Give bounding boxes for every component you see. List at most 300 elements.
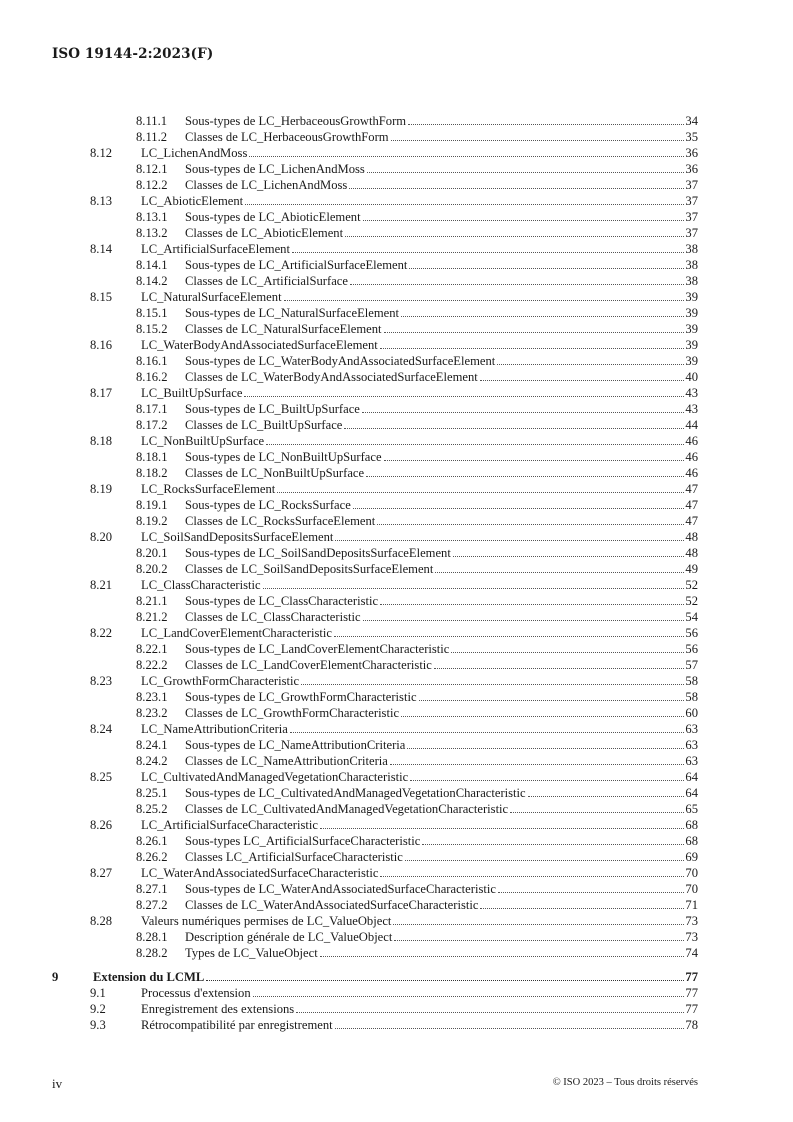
- toc-dot-leader: [407, 748, 684, 749]
- toc-entry-title[interactable]: Classes de LC_SoilSandDepositsSurfaceElement: [185, 562, 434, 576]
- toc-entry-title[interactable]: LC_CultivatedAndManagedVegetationCharacteristic: [141, 770, 409, 784]
- toc-entry-title[interactable]: Sous-types de LC_ClassCharacteristic: [185, 594, 379, 608]
- toc-entry-title[interactable]: Sous-types de LC_LandCoverElementCharacteristic: [185, 642, 450, 656]
- toc-entry-page[interactable]: 46: [685, 450, 698, 464]
- toc-entry[interactable]: [52, 112, 698, 128]
- toc-entry-number: 8.16.1: [136, 354, 168, 368]
- toc-dot-leader: [290, 732, 685, 733]
- toc-entry-number: 8.20.1: [136, 546, 168, 560]
- toc-dot-leader: [320, 828, 684, 829]
- toc-entry-title[interactable]: Types de LC_ValueObject: [185, 946, 318, 960]
- toc-entry[interactable]: [52, 352, 698, 368]
- toc-entry-line: [185, 802, 698, 816]
- toc-entry-title[interactable]: Sous-types de LC_GrowthFormCharacteristic: [185, 690, 417, 704]
- toc-entry[interactable]: [52, 320, 698, 336]
- toc-dot-leader: [390, 764, 685, 765]
- toc-entry[interactable]: [52, 336, 698, 352]
- toc-entry-line: [185, 754, 698, 768]
- toc-dot-leader: [409, 268, 684, 269]
- toc-dot-leader: [480, 908, 684, 909]
- toc-dot-leader: [335, 1028, 685, 1029]
- toc-entry-page[interactable]: 35: [685, 130, 698, 144]
- toc-entry-title[interactable]: LC_GrowthFormCharacteristic: [141, 674, 300, 688]
- toc-entry-line: [185, 850, 698, 864]
- toc-entry-title[interactable]: LC_RocksSurfaceElement: [141, 482, 276, 496]
- toc-entry-page[interactable]: 77: [685, 970, 698, 984]
- toc-entry[interactable]: [52, 432, 698, 448]
- toc-entry-title[interactable]: Sous-types de LC_WaterAndAssociatedSurfaceCharacteristic: [185, 882, 496, 896]
- toc-entry-number: 8.11.1: [136, 114, 168, 128]
- toc-entry-line: [185, 370, 698, 384]
- toc-dot-leader: [380, 604, 684, 605]
- toc-dot-leader: [245, 204, 684, 205]
- toc-entry[interactable]: [52, 448, 698, 464]
- toc-entry-title[interactable]: LC_AbioticElement: [141, 194, 244, 208]
- toc-entry-line: [185, 466, 698, 480]
- toc-entry[interactable]: [52, 416, 698, 432]
- toc-entry-number: 8.12: [90, 146, 113, 160]
- toc-entry-number: 9.2: [90, 1002, 106, 1016]
- toc-entry[interactable]: [52, 752, 698, 768]
- toc-entry-title[interactable]: LC_WaterAndAssociatedSurfaceCharacteristic: [141, 866, 379, 880]
- toc-entry-title[interactable]: Classes de LC_ClassCharacteristic: [185, 610, 361, 624]
- toc-entry-line: [185, 130, 698, 144]
- toc-entry-line: [93, 970, 698, 984]
- toc-entry-line: [185, 786, 698, 800]
- toc-entry-page[interactable]: 38: [685, 274, 698, 288]
- toc-entry[interactable]: [52, 272, 698, 288]
- toc-entry-page[interactable]: 74: [685, 946, 698, 960]
- toc-entry-line: [141, 338, 698, 352]
- table-of-contents: [52, 112, 698, 1032]
- toc-entry-page[interactable]: 39: [685, 290, 698, 304]
- toc-entry-title[interactable]: Valeurs numériques permises de LC_ValueObject: [141, 914, 392, 928]
- toc-entry[interactable]: [52, 800, 698, 816]
- toc-entry-page[interactable]: 46: [685, 466, 698, 480]
- toc-entry-number: 8.22.1: [136, 642, 168, 656]
- toc-dot-leader: [391, 140, 685, 141]
- toc-entry-line: [141, 722, 698, 736]
- toc-entry-page[interactable]: 63: [685, 754, 698, 768]
- toc-entry[interactable]: [52, 288, 698, 304]
- toc-entry-line: [141, 626, 698, 640]
- toc-dot-leader: [335, 540, 684, 541]
- toc-entry-page[interactable]: 73: [685, 914, 698, 928]
- toc-entry[interactable]: [52, 672, 698, 688]
- toc-entry[interactable]: [52, 896, 698, 912]
- toc-dot-leader: [480, 380, 685, 381]
- toc-entry-page[interactable]: 36: [685, 146, 698, 160]
- toc-entry-number: 8.25: [90, 770, 113, 784]
- toc-entry-number: 8.23.2: [136, 706, 168, 720]
- toc-entry[interactable]: [52, 496, 698, 512]
- toc-entry-title[interactable]: Classes de LC_CultivatedAndManagedVegetationCharacteristic: [185, 802, 509, 816]
- toc-entry[interactable]: [52, 768, 698, 784]
- toc-dot-leader: [244, 396, 684, 397]
- toc-entry-number: 8.22.2: [136, 658, 168, 672]
- toc-entry-title[interactable]: Classes de LC_NaturalSurfaceElement: [185, 322, 382, 336]
- toc-dot-leader: [394, 940, 684, 941]
- toc-entry-page[interactable]: 43: [685, 386, 698, 400]
- toc-entry-title[interactable]: Classes de LC_WaterBodyAndAssociatedSurfaceElement: [185, 370, 478, 384]
- toc-entry-number: 8.21.2: [136, 610, 168, 624]
- toc-entry-page[interactable]: 38: [685, 258, 698, 272]
- toc-entry-title[interactable]: LC_WaterBodyAndAssociatedSurfaceElement: [141, 338, 378, 352]
- toc-dot-leader: [277, 492, 684, 493]
- toc-entry-line: [185, 882, 698, 896]
- toc-dot-leader: [451, 652, 684, 653]
- toc-entry[interactable]: [52, 640, 698, 656]
- toc-entry-title[interactable]: Enregistrement des extensions: [141, 1002, 295, 1016]
- toc-entry-page[interactable]: 78: [685, 1018, 698, 1032]
- toc-entry-page[interactable]: 63: [685, 738, 698, 752]
- toc-entry-number: 8.14.1: [136, 258, 168, 272]
- toc-entry-title[interactable]: Sous-types de LC_NaturalSurfaceElement: [185, 306, 400, 320]
- toc-entry[interactable]: [52, 208, 698, 224]
- toc-dot-leader: [320, 956, 685, 957]
- toc-entry-title[interactable]: Sous-types de LC_NonBuiltUpSurface: [185, 450, 382, 464]
- toc-entry-line: [185, 450, 698, 464]
- toc-entry-number: 8.21: [90, 578, 113, 592]
- toc-dot-leader: [408, 124, 684, 125]
- toc-entry-number: 8.23.1: [136, 690, 168, 704]
- toc-dot-leader: [206, 980, 684, 981]
- toc-entry-page[interactable]: 48: [685, 530, 698, 544]
- toc-dot-leader: [366, 476, 684, 477]
- toc-entry-page[interactable]: 36: [685, 162, 698, 176]
- toc-entry-title[interactable]: LC_SoilSandDepositsSurfaceElement: [141, 530, 334, 544]
- toc-entry-page[interactable]: 49: [685, 562, 698, 576]
- toc-entry-title[interactable]: Classes de LC_LandCoverElementCharacteristic: [185, 658, 432, 672]
- toc-section-gap: [52, 960, 698, 968]
- toc-dot-leader: [384, 460, 685, 461]
- toc-entry-number: 8.12.1: [136, 162, 168, 176]
- toc-entry-line: [185, 562, 698, 576]
- toc-entry-title[interactable]: Classes de LC_HerbaceousGrowthForm: [185, 130, 389, 144]
- toc-entry-page[interactable]: 44: [685, 418, 698, 432]
- toc-entry[interactable]: [52, 1000, 698, 1016]
- toc-entry-number: 8.18.1: [136, 450, 168, 464]
- toc-entry-title[interactable]: LC_NonBuiltUpSurface: [141, 434, 265, 448]
- toc-entry-line: [185, 930, 698, 944]
- toc-entry[interactable]: [52, 968, 698, 984]
- toc-entry-line: [185, 706, 698, 720]
- toc-dot-leader: [334, 636, 684, 637]
- toc-entry-line: [185, 226, 698, 240]
- toc-dot-leader: [453, 556, 685, 557]
- toc-entry-line: [141, 290, 698, 304]
- toc-entry[interactable]: [52, 864, 698, 880]
- toc-entry-number: 8.26.2: [136, 850, 168, 864]
- toc-entry[interactable]: [52, 176, 698, 192]
- toc-dot-leader: [353, 508, 685, 509]
- toc-dot-leader: [367, 172, 685, 173]
- toc-entry-page[interactable]: 70: [685, 882, 698, 896]
- page-number: iv: [52, 1076, 63, 1091]
- toc-entry-title[interactable]: LC_NameAttributionCriteria: [141, 722, 288, 736]
- toc-entry-line: [185, 354, 698, 368]
- toc-entry-line: [141, 914, 698, 928]
- toc-entry-page[interactable]: 52: [685, 594, 698, 608]
- toc-entry-page[interactable]: 56: [685, 642, 698, 656]
- toc-entry-title[interactable]: LC_BuiltUpSurface: [141, 386, 243, 400]
- toc-entry-number: 8.14.2: [136, 274, 168, 288]
- toc-entry-page[interactable]: 57: [685, 658, 698, 672]
- toc-entry-page[interactable]: 70: [685, 866, 698, 880]
- toc-dot-leader: [349, 188, 684, 189]
- toc-entry-page[interactable]: 47: [685, 482, 698, 496]
- toc-dot-leader: [377, 524, 684, 525]
- toc-entry-title[interactable]: LC_ArtificialSurfaceCharacteristic: [141, 818, 318, 832]
- toc-entry-page[interactable]: 64: [685, 770, 698, 784]
- toc-entry-page[interactable]: 34: [685, 114, 698, 128]
- toc-entry-title[interactable]: Sous-types de LC_ArtificialSurfaceElement: [185, 258, 408, 272]
- toc-entry-number: 8.19: [90, 482, 113, 496]
- toc-entry-line: [185, 658, 698, 672]
- toc-entry[interactable]: [52, 656, 698, 672]
- toc-entry-title[interactable]: Rétrocompatibilité par enregistrement: [141, 1018, 333, 1032]
- toc-entry-line: [185, 546, 698, 560]
- toc-dot-leader: [284, 300, 685, 301]
- toc-entry-line: [141, 386, 698, 400]
- toc-entry-number: 8.15.1: [136, 306, 168, 320]
- toc-entry[interactable]: [52, 256, 698, 272]
- toc-entry[interactable]: [52, 128, 698, 144]
- toc-entry-title[interactable]: LC_ArtificialSurfaceElement: [141, 242, 290, 256]
- toc-entry[interactable]: [52, 160, 698, 176]
- toc-entry-page[interactable]: 39: [685, 322, 698, 336]
- toc-entry-page[interactable]: 58: [685, 690, 698, 704]
- toc-entry-title[interactable]: Processus d'extension: [141, 986, 251, 1000]
- toc-dot-leader: [510, 812, 684, 813]
- toc-entry-title[interactable]: Sous-types de LC_HerbaceousGrowthForm: [185, 114, 407, 128]
- toc-entry-title[interactable]: Classes de LC_GrowthFormCharacteristic: [185, 706, 400, 720]
- toc-entry-number: 8.16.2: [136, 370, 168, 384]
- toc-dot-leader: [401, 716, 684, 717]
- toc-entry[interactable]: [52, 224, 698, 240]
- toc-entry-line: [141, 770, 698, 784]
- toc-entry-title[interactable]: Sous-types de LC_AbioticElement: [185, 210, 361, 224]
- toc-entry-page[interactable]: 43: [685, 402, 698, 416]
- toc-entry-title[interactable]: Sous-types de LC_NameAttributionCriteria: [185, 738, 406, 752]
- toc-entry-page[interactable]: 39: [685, 338, 698, 352]
- toc-entry-page[interactable]: 46: [685, 434, 698, 448]
- toc-entry-title[interactable]: Description générale de LC_ValueObject: [185, 930, 393, 944]
- toc-entry-page[interactable]: 47: [685, 498, 698, 512]
- toc-entry-line: [141, 578, 698, 592]
- toc-entry-number: 8.20.2: [136, 562, 168, 576]
- toc-entry-page[interactable]: 47: [685, 514, 698, 528]
- toc-entry-number: 8.26: [90, 818, 113, 832]
- toc-entry-title[interactable]: Extension du LCML: [93, 970, 205, 984]
- toc-entry-line: [141, 530, 698, 544]
- toc-entry[interactable]: [52, 688, 698, 704]
- toc-entry[interactable]: [52, 384, 698, 400]
- toc-entry-line: [185, 834, 698, 848]
- toc-entry-page[interactable]: 56: [685, 626, 698, 640]
- toc-entry-number: 8.14: [90, 242, 113, 256]
- toc-entry-title[interactable]: Classes de LC_AbioticElement: [185, 226, 344, 240]
- toc-entry-title[interactable]: LC_LichenAndMoss: [141, 146, 248, 160]
- toc-entry[interactable]: [52, 736, 698, 752]
- toc-entry-page[interactable]: 69: [685, 850, 698, 864]
- toc-dot-leader: [401, 316, 684, 317]
- toc-entry[interactable]: [52, 912, 698, 928]
- toc-dot-leader: [435, 572, 684, 573]
- copyright-notice: © ISO 2023 – Tous droits réservés: [552, 1077, 698, 1088]
- toc-entry-number: 8.27: [90, 866, 113, 880]
- toc-entry-page[interactable]: 58: [685, 674, 698, 688]
- toc-entry[interactable]: [52, 944, 698, 960]
- toc-entry-page[interactable]: 68: [685, 818, 698, 832]
- toc-entry-title[interactable]: Sous-types de LC_SoilSandDepositsSurfaceElement: [185, 546, 451, 560]
- toc-entry[interactable]: [52, 304, 698, 320]
- toc-entry-page[interactable]: 37: [685, 226, 698, 240]
- toc-entry-line: [141, 1018, 698, 1032]
- toc-entry[interactable]: [52, 544, 698, 560]
- toc-entry-title[interactable]: Sous-types de LC_BuiltUpSurface: [185, 402, 360, 416]
- toc-dot-leader: [498, 892, 684, 893]
- toc-entry-title[interactable]: Sous-types de LC_LichenAndMoss: [185, 162, 365, 176]
- toc-entry-page[interactable]: 52: [685, 578, 698, 592]
- toc-entry-page[interactable]: 37: [685, 178, 698, 192]
- toc-entry[interactable]: [52, 816, 698, 832]
- toc-entry[interactable]: [52, 848, 698, 864]
- toc-entry-line: [185, 322, 698, 336]
- document-id-header: ISO 19144-2:2023(F): [52, 46, 214, 62]
- toc-entry-number: 8.17: [90, 386, 113, 400]
- toc-entry[interactable]: [52, 144, 698, 160]
- toc-entry-number: 8.13.1: [136, 210, 168, 224]
- toc-entry[interactable]: [52, 512, 698, 528]
- toc-entry-line: [141, 482, 698, 496]
- toc-entry-title[interactable]: Classes de LC_BuiltUpSurface: [185, 418, 343, 432]
- toc-entry-number: 9: [52, 970, 59, 984]
- toc-entry-number: 8.20: [90, 530, 113, 544]
- toc-entry-page[interactable]: 39: [685, 306, 698, 320]
- toc-entry-line: [185, 210, 698, 224]
- toc-entry-page[interactable]: 65: [685, 802, 698, 816]
- toc-dot-leader: [363, 220, 685, 221]
- toc-entry-title[interactable]: Sous-types LC_ArtificialSurfaceCharacteristic: [185, 834, 421, 848]
- toc-entry-page[interactable]: 64: [685, 786, 698, 800]
- toc-entry-line: [141, 818, 698, 832]
- toc-entry[interactable]: [52, 720, 698, 736]
- toc-entry-page[interactable]: 77: [685, 986, 698, 1000]
- toc-entry-number: 8.24.1: [136, 738, 168, 752]
- toc-entry-number: 8.12.2: [136, 178, 168, 192]
- toc-entry-line: [185, 594, 698, 608]
- toc-entry[interactable]: [52, 560, 698, 576]
- toc-entry-title[interactable]: Classes de LC_NameAttributionCriteria: [185, 754, 388, 768]
- toc-entry[interactable]: [52, 192, 698, 208]
- toc-entry[interactable]: [52, 928, 698, 944]
- toc-entry-page[interactable]: 71: [685, 898, 698, 912]
- toc-entry-number: 8.22: [90, 626, 113, 640]
- toc-dot-leader: [292, 252, 684, 253]
- toc-entry-number: 8.13.2: [136, 226, 168, 240]
- toc-entry[interactable]: [52, 240, 698, 256]
- toc-entry[interactable]: [52, 608, 698, 624]
- toc-entry-page[interactable]: 48: [685, 546, 698, 560]
- toc-entry-page[interactable]: 73: [685, 930, 698, 944]
- toc-entry-page[interactable]: 40: [685, 370, 698, 384]
- toc-entry[interactable]: [52, 480, 698, 496]
- toc-entry-number: 8.25.1: [136, 786, 168, 800]
- toc-dot-leader: [350, 284, 684, 285]
- toc-entry-page[interactable]: 37: [685, 194, 698, 208]
- toc-dot-leader: [419, 700, 685, 701]
- toc-entry-title[interactable]: Classes de LC_NonBuiltUpSurface: [185, 466, 365, 480]
- toc-entry[interactable]: [52, 464, 698, 480]
- toc-entry-page[interactable]: 54: [685, 610, 698, 624]
- toc-entry-number: 8.18: [90, 434, 113, 448]
- toc-entry-number: 8.25.2: [136, 802, 168, 816]
- toc-dot-leader: [253, 996, 685, 997]
- toc-entry-number: 8.24.2: [136, 754, 168, 768]
- toc-entry-page[interactable]: 63: [685, 722, 698, 736]
- toc-entry[interactable]: [52, 704, 698, 720]
- toc-dot-leader: [363, 620, 685, 621]
- toc-entry-number: 8.28.1: [136, 930, 168, 944]
- toc-entry-line: [185, 690, 698, 704]
- toc-entry-title[interactable]: Classes de LC_LichenAndMoss: [185, 178, 348, 192]
- toc-dot-leader: [362, 412, 685, 413]
- toc-entry[interactable]: [52, 984, 698, 1000]
- toc-entry[interactable]: [52, 576, 698, 592]
- toc-entry[interactable]: [52, 400, 698, 416]
- toc-entry-page[interactable]: 77: [685, 1002, 698, 1016]
- toc-entry-title[interactable]: Sous-types de LC_WaterBodyAndAssociatedSurfaceElement: [185, 354, 496, 368]
- toc-entry-number: 8.21.1: [136, 594, 168, 608]
- toc-entry[interactable]: [52, 784, 698, 800]
- toc-entry-number: 8.28.2: [136, 946, 168, 960]
- toc-entry[interactable]: [52, 832, 698, 848]
- toc-entry-page[interactable]: 60: [685, 706, 698, 720]
- toc-entry-page[interactable]: 37: [685, 210, 698, 224]
- toc-entry[interactable]: [52, 1016, 698, 1032]
- toc-entry-title[interactable]: Classes LC_ArtificialSurfaceCharacteristic: [185, 850, 403, 864]
- toc-entry-number: 8.19.1: [136, 498, 168, 512]
- toc-entry-number: 8.11.2: [136, 130, 168, 144]
- toc-entry-title[interactable]: LC_NaturalSurfaceElement: [141, 290, 282, 304]
- toc-entry-page[interactable]: 38: [685, 242, 698, 256]
- toc-entry[interactable]: [52, 528, 698, 544]
- toc-entry-title[interactable]: Classes de LC_ArtificialSurface: [185, 274, 348, 288]
- toc-entry-number: 8.18.2: [136, 466, 168, 480]
- toc-entry-title[interactable]: Sous-types de LC_RocksSurface: [185, 498, 351, 512]
- toc-dot-leader: [344, 428, 684, 429]
- toc-entry-title[interactable]: LC_ClassCharacteristic: [141, 578, 261, 592]
- toc-entry-page[interactable]: 39: [685, 354, 698, 368]
- toc-entry[interactable]: [52, 368, 698, 384]
- toc-entry-title[interactable]: Classes de LC_RocksSurfaceElement: [185, 514, 376, 528]
- toc-entry-line: [141, 866, 698, 880]
- toc-entry-title[interactable]: Classes de LC_WaterAndAssociatedSurfaceCharacteristic: [185, 898, 479, 912]
- toc-dot-leader: [434, 668, 685, 669]
- toc-entry-title[interactable]: Sous-types de LC_CultivatedAndManagedVegetationCharacteristic: [185, 786, 526, 800]
- toc-entry-page[interactable]: 68: [685, 834, 698, 848]
- toc-entry[interactable]: [52, 592, 698, 608]
- toc-entry-title[interactable]: LC_LandCoverElementCharacteristic: [141, 626, 332, 640]
- toc-entry[interactable]: [52, 880, 698, 896]
- toc-entry-number: 9.1: [90, 986, 106, 1000]
- toc-entry[interactable]: [52, 624, 698, 640]
- toc-entry-line: [141, 242, 698, 256]
- toc-entry-number: 8.17.2: [136, 418, 168, 432]
- toc-entry-number: 8.15: [90, 290, 113, 304]
- toc-entry-line: [141, 146, 698, 160]
